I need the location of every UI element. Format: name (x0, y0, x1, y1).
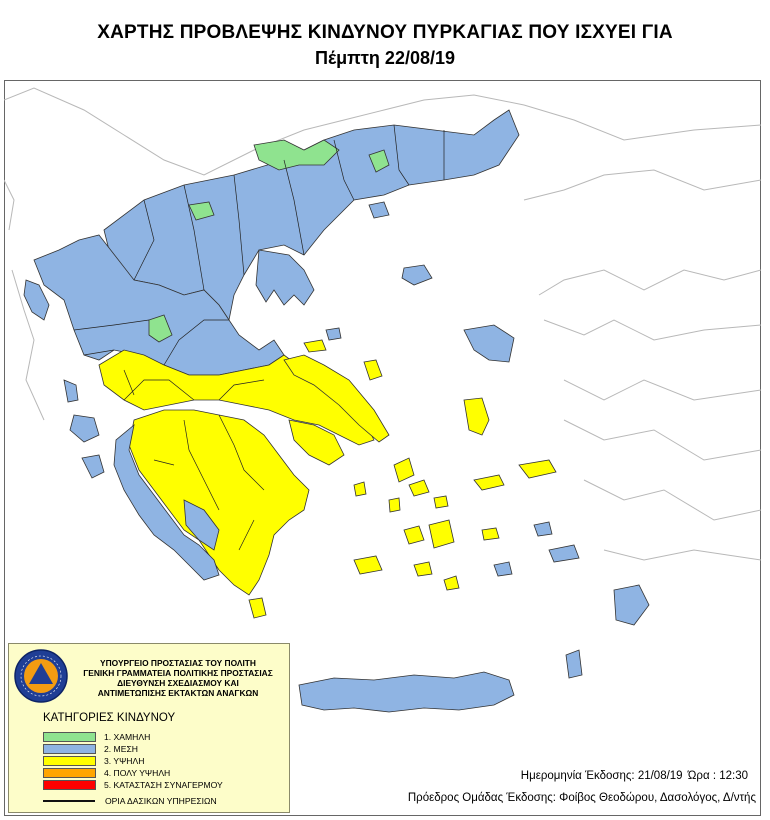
island-skyros (364, 360, 382, 380)
legend-item-low (43, 731, 150, 742)
island-syros (389, 498, 400, 512)
issue-time: Ώρα : 12:30 (687, 770, 748, 782)
island-thasos (369, 202, 389, 218)
legend-item-boundaries (43, 796, 217, 806)
boundary-label: ΟΡΙΑ ΔΑΣΙΚΩΝ ΥΠΗΡΕΣΙΩΝ (105, 796, 217, 806)
civil-protection-emblem (13, 648, 69, 704)
island-chios (464, 398, 489, 435)
island-lefkada (64, 380, 78, 402)
risk-categories-title: ΚΑΤΗΓΟΡΙΕΣ ΚΙΝΔΥΝΟΥ (43, 712, 176, 724)
island-kea (354, 482, 366, 496)
legend-swatch (43, 756, 96, 766)
legend-label: 4. ΠΟΛΥ ΥΨΗΛΗ (104, 767, 171, 778)
turkey-coast-outline (524, 170, 761, 560)
map-date: Πέμπτη 22/08/19 (314, 48, 455, 68)
ministry-line: ΑΝΤΙΜΕΤΩΠΙΣΗΣ ΕΚΤΑΚΤΩΝ ΑΝΑΓΚΩΝ (97, 688, 259, 698)
legend-item-medium (43, 743, 138, 754)
legend-label: 2. ΜΕΣΗ (104, 743, 138, 754)
legend-swatch (43, 768, 96, 778)
island-kefalonia (70, 415, 99, 442)
legend-swatch (43, 732, 96, 742)
legend-label: 3. ΥΨΗΛΗ (104, 755, 145, 766)
legend-item-very-high (43, 767, 170, 778)
island-lemnos (402, 265, 432, 285)
island-rhodes (614, 585, 649, 625)
boundary-line-symbol (43, 800, 95, 802)
ministry-line: ΥΠΟΥΡΓΕΙΟ ΠΡΟΣΤΑΣΙΑΣ ΤΟΥ ΠΟΛΙΤΗ (100, 658, 256, 668)
island-skiathos (304, 340, 326, 352)
island-santorini (444, 576, 459, 590)
legend-item-alert (43, 779, 223, 790)
island-ios (414, 562, 432, 576)
ministry-line: ΔΙΕΥΘΥΝΣΗ ΣΧΕΔΙΑΣΜΟΥ ΚΑΙ (117, 678, 239, 688)
legend-label: 1. ΧΑΜΗΛΗ (104, 731, 151, 742)
island-ikaria (474, 475, 504, 490)
island-astypalaia (494, 562, 512, 576)
island-milos (354, 556, 382, 574)
issue-supervisor: Πρόεδρος Ομάδας Έκδοσης: Φοίβος Θεοδώρου, Δασολόγος, Δ/ντής (407, 792, 756, 804)
island-crete (299, 672, 514, 712)
island-tinos (409, 480, 429, 496)
island-mykonos (434, 496, 448, 508)
map-legend (8, 643, 290, 813)
island-samos (519, 460, 556, 478)
map-title: ΧΑΡΤΗΣ ΠΡΟΒΛΕΨΗΣ ΚΙΝΔΥΝΟΥ ΠΥΡΚΑΓΙΑΣ ΠΟΥ ΙΣΧΥΕΙ ΓΙΑ (97, 22, 673, 43)
island-kos (549, 545, 579, 562)
legend-swatch (43, 744, 96, 754)
region-chalkidiki (256, 250, 314, 305)
island-paros (404, 526, 424, 544)
ministry-header (67, 658, 289, 698)
island-lesvos (464, 325, 514, 362)
island-kythira (249, 598, 266, 618)
legend-swatch (43, 780, 96, 790)
ministry-line: ΓΕΝΙΚΗ ΓΡΑΜΜΑΤΕΙΑ ΠΟΛΙΤΙΚΗΣ ΠΡΟΣΤΑΣΙΑΣ (83, 668, 273, 678)
issue-info (519, 770, 748, 782)
island-skopelos (326, 328, 341, 340)
island-naxos (429, 520, 454, 548)
island-zakynthos (82, 455, 104, 478)
legend-label: 5. ΚΑΤΑΣΤΑΣΗ ΣΥΝΑΓΕΡΜΟΥ (104, 779, 223, 790)
island-kalymnos (534, 522, 552, 536)
issue-date: Ημερομηνία Έκδοσης: 21/08/19 (520, 770, 683, 782)
island-andros (394, 458, 414, 482)
island-amorgos (482, 528, 499, 540)
island-karpathos (566, 650, 582, 678)
legend-item-high (43, 755, 144, 766)
